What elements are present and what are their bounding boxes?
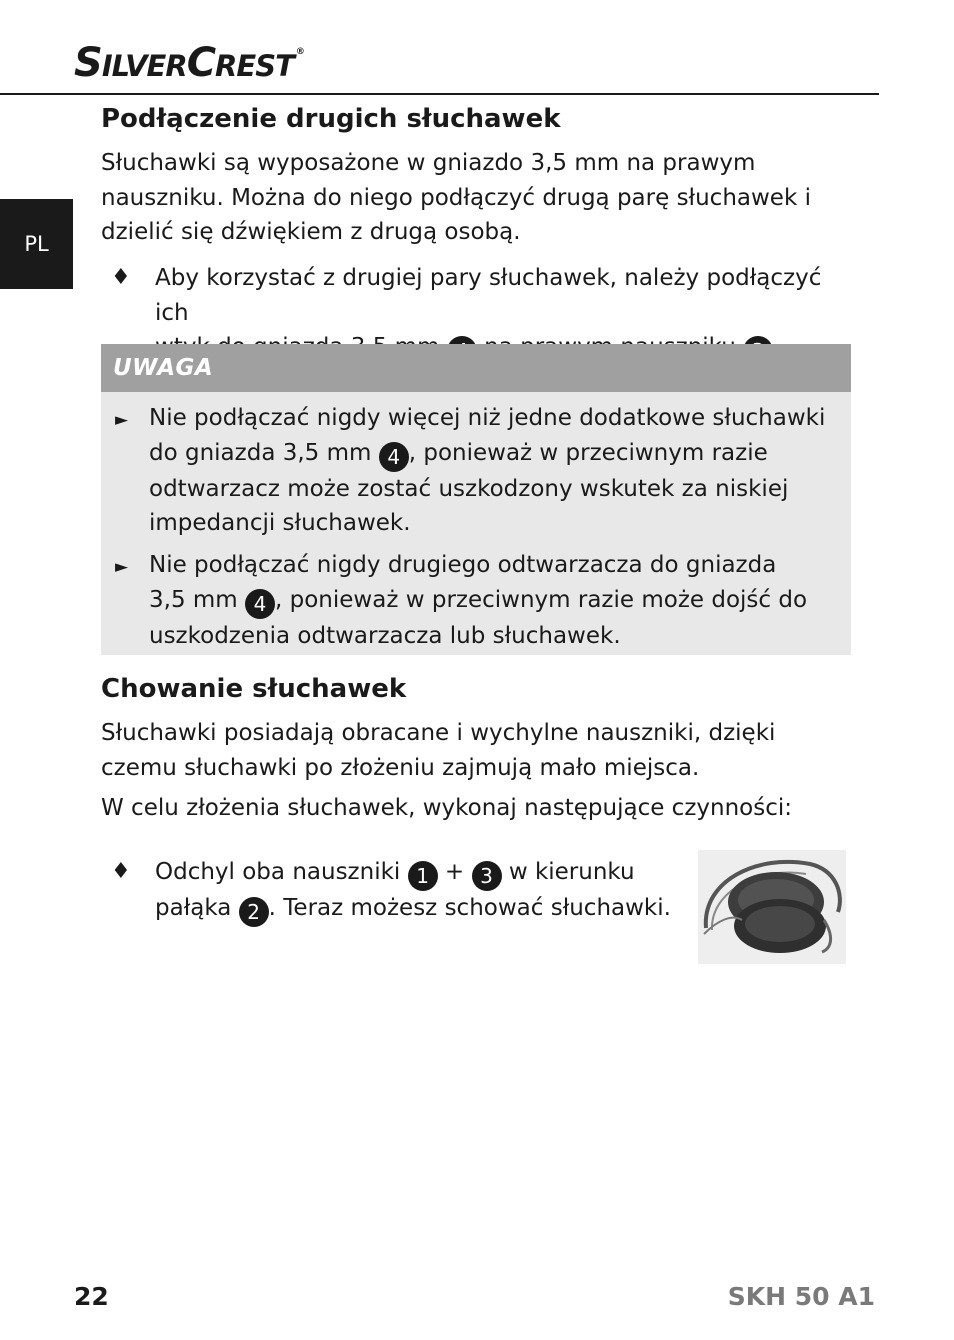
warning-item2-line1: Nie podłączać nigdy drugiego odtwarzacza do gniazda	[149, 552, 777, 578]
header-rule	[0, 93, 879, 95]
section-title-second-headphones: Podłączenie drugich słuchawek	[101, 104, 561, 134]
warning-item2-line3: uszkodzenia odtwarzacza lub słuchawek.	[149, 622, 621, 649]
arrow-right-icon: ►	[115, 557, 129, 577]
warning-header	[101, 344, 851, 392]
section2-bullet-line2: pałąka 2 . Teraz możesz schować słuchawki.	[155, 891, 675, 927]
headphones-icon	[698, 850, 846, 964]
language-tab: PL	[0, 199, 73, 289]
callout-number: 3	[472, 861, 502, 891]
warning-item	[101, 401, 851, 541]
callout-number: 1	[408, 861, 438, 891]
warning-item1-line3: odtwarzacz może zostać uszkodzony wskutek za niskiej	[149, 475, 789, 502]
folded-headphones-image	[698, 850, 846, 964]
brand-logo: SILVERCREST ®	[74, 40, 304, 86]
page-number: 22	[74, 1282, 109, 1311]
model-number: SKH 50 A1	[727, 1282, 875, 1311]
section2-bullet	[101, 855, 671, 925]
diamond-icon: ♦	[111, 265, 131, 290]
diamond-icon: ♦	[111, 859, 131, 884]
callout-number: 4	[245, 589, 275, 619]
warning-item	[101, 548, 851, 653]
warning-item1-line4: impedancji słuchawek.	[149, 510, 411, 536]
section1-bullet	[101, 261, 861, 331]
warning-item1-line1: Nie podłączać nigdy więcej niż jedne dodatkowe słuchawki	[149, 405, 826, 431]
warning-title: UWAGA	[113, 355, 214, 381]
callout-number: 4	[379, 442, 409, 472]
section2-intro: Słuchawki posiadają obracane i wychylne nauszniki, dzięki czemu słuchawki po złożeniu zajmują mało miejsca.	[101, 720, 776, 781]
callout-number: 2	[239, 897, 269, 927]
section1-intro: Słuchawki są wyposażone w gniazdo 3,5 mm na prawym nauszniku. Można do niego podłączyć drugą parę słuchawek i dzielić się dźwiękiem z drugą osobą.	[101, 150, 811, 245]
section1-bullet-line1: Aby korzystać z drugiej pary słuchawek, należy podłączyć ich	[155, 265, 822, 326]
section2-bullet-line1: Odchyl oba nauszniki 1 + 3 w kierunku	[155, 855, 675, 891]
arrow-right-icon: ►	[115, 410, 129, 430]
warning-item1-line2: do gniazda 3,5 mm 4 , ponieważ w przeciwnym razie	[149, 436, 844, 472]
warning-box	[101, 344, 851, 655]
section2-instruction: W celu złożenia słuchawek, wykonaj następujące czynności:	[101, 795, 792, 821]
warning-item2-line2: 3,5 mm 4 , ponieważ w przeciwnym razie może dojść do	[149, 583, 844, 619]
section-title-folding: Chowanie słuchawek	[101, 674, 407, 704]
